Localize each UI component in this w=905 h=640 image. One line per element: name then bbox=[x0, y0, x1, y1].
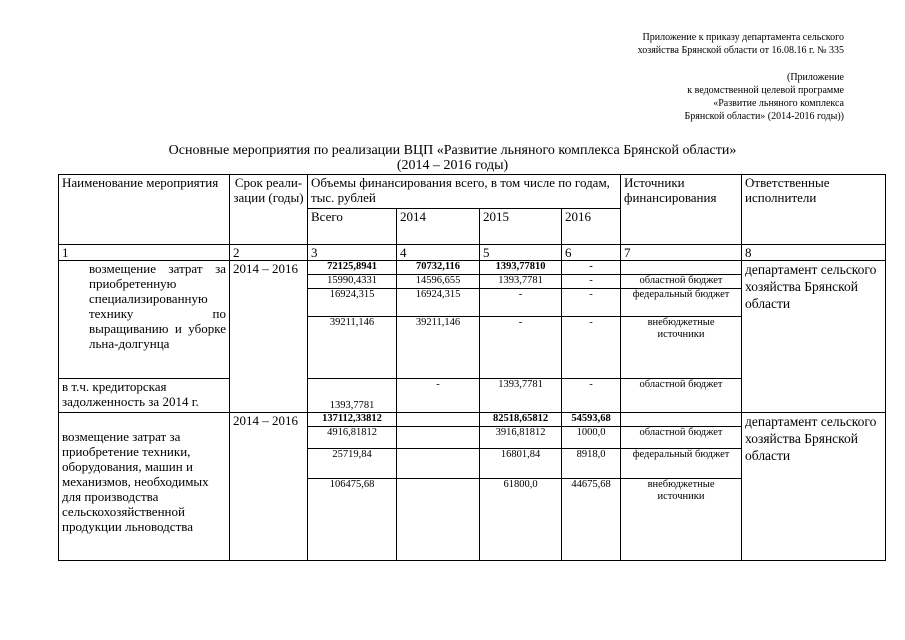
amount-2014: 70732,116 bbox=[397, 261, 480, 275]
responsible-executor: департамент сельского хозяйства Брянской области bbox=[742, 413, 886, 561]
amount-2016: - bbox=[562, 317, 621, 379]
program-appendix-line-2: к ведомственной целевой программе bbox=[687, 85, 844, 96]
amount-2015: 16801,84 bbox=[480, 449, 562, 479]
amount-2016: 54593,68 bbox=[562, 413, 621, 427]
measure-term: 2014 – 2016 bbox=[230, 413, 308, 561]
column-number: 3 bbox=[308, 245, 397, 261]
amount-2014: 16924,315 bbox=[397, 289, 480, 317]
sub-measure-name: в т.ч. кредиторская задолженность за 2014 г. bbox=[59, 379, 230, 413]
column-number: 2 bbox=[230, 245, 308, 261]
amount-2014 bbox=[397, 413, 480, 427]
program-appendix-note bbox=[685, 71, 844, 123]
funding-source: федеральный бюджет bbox=[621, 289, 742, 317]
amount-2014: 39211,146 bbox=[397, 317, 480, 379]
order-appendix-line-1: Приложение к приказу департамента сельского bbox=[642, 32, 844, 43]
document-title: Основные мероприятия по реализации ВЦП «Развитие льняного комплекса Брянской области» bbox=[168, 143, 737, 158]
funding-source: областной бюджет bbox=[621, 275, 742, 289]
amount-2015: - bbox=[480, 317, 562, 379]
amount-2016: - bbox=[562, 379, 621, 413]
amount-2016: 8918,0 bbox=[562, 449, 621, 479]
column-number: 7 bbox=[621, 245, 742, 261]
header-year-2014: 2014 bbox=[397, 209, 480, 245]
amount-2014 bbox=[397, 427, 480, 449]
amount-2016: - bbox=[562, 289, 621, 317]
measure-term: 2014 – 2016 bbox=[230, 261, 308, 413]
amount-2014: 14596,655 bbox=[397, 275, 480, 289]
funding-source: областной бюджет bbox=[621, 379, 742, 413]
funding-source bbox=[621, 413, 742, 427]
amount-2016: 1000,0 bbox=[562, 427, 621, 449]
amount-2016: - bbox=[562, 261, 621, 275]
amount-total: 39211,146 bbox=[308, 317, 397, 379]
header-executors: Ответственные исполнители bbox=[742, 175, 886, 245]
header-total: Всего bbox=[308, 209, 397, 245]
amount-2015: 1393,77810 bbox=[480, 261, 562, 275]
header-term: Срок реали-зации (годы) bbox=[230, 175, 308, 245]
amount-2015: 61800,0 bbox=[480, 479, 562, 561]
funding-source: внебюджетные источники bbox=[621, 479, 742, 561]
document-subtitle: (2014 – 2016 годы) bbox=[396, 158, 509, 173]
amount-2016: 44675,68 bbox=[562, 479, 621, 561]
program-appendix-line-3: «Развитие льняного комплекса bbox=[713, 98, 844, 109]
amount-2015: 82518,65812 bbox=[480, 413, 562, 427]
measures-table bbox=[58, 174, 886, 561]
responsible-executor: департамент сельского хозяйства Брянской области bbox=[742, 261, 886, 413]
program-appendix-line-1: (Приложение bbox=[786, 72, 844, 83]
amount-2015: 1393,7781 bbox=[480, 379, 562, 413]
amount-total: 16924,315 bbox=[308, 289, 397, 317]
header-sources: Источники финансирования bbox=[621, 175, 742, 245]
amount-total: 1393,7781 bbox=[308, 379, 397, 413]
order-appendix-line-2: хозяйства Брянской области от 16.08.16 г. № 335 bbox=[637, 45, 844, 56]
amount-total: 25719,84 bbox=[308, 449, 397, 479]
amount-2014 bbox=[397, 449, 480, 479]
amount-total: 72125,8941 bbox=[308, 261, 397, 275]
amount-total: 106475,68 bbox=[308, 479, 397, 561]
amount-total: 137112,33812 bbox=[308, 413, 397, 427]
amount-2015: - bbox=[480, 289, 562, 317]
header-volumes: Объемы финансирования всего, в том числе по годам, тыс. рублей bbox=[308, 175, 621, 209]
header-year-2015: 2015 bbox=[480, 209, 562, 245]
measure-name: возмещение затрат за приобретенную специализированную технику по выращиванию и уборке льна-долгунца bbox=[59, 261, 230, 379]
funding-source: федеральный бюджет bbox=[621, 449, 742, 479]
amount-2015: 3916,81812 bbox=[480, 427, 562, 449]
funding-source: внебюджетные источники bbox=[621, 317, 742, 379]
amount-2016: - bbox=[562, 275, 621, 289]
amount-2014 bbox=[397, 479, 480, 561]
amount-2015: 1393,7781 bbox=[480, 275, 562, 289]
order-appendix-note bbox=[638, 31, 844, 57]
amount-2014: - bbox=[397, 379, 480, 413]
column-number: 4 bbox=[397, 245, 480, 261]
measure-name: возмещение затрат за приобретение техники, оборудования, машин и механизмов, необходимых для производства сельскохозяйственной продукции льноводства bbox=[59, 413, 230, 561]
amount-total: 15990,4331 bbox=[308, 275, 397, 289]
funding-source bbox=[621, 261, 742, 275]
funding-source: областной бюджет bbox=[621, 427, 742, 449]
column-number: 6 bbox=[562, 245, 621, 261]
header-year-2016: 2016 bbox=[562, 209, 621, 245]
amount-total: 4916,81812 bbox=[308, 427, 397, 449]
column-number: 5 bbox=[480, 245, 562, 261]
program-appendix-line-4: Брянской области» (2014-2016 годы)) bbox=[684, 111, 844, 122]
header-name: Наименование мероприятия bbox=[59, 175, 230, 245]
column-number: 8 bbox=[742, 245, 886, 261]
column-number: 1 bbox=[59, 245, 230, 261]
